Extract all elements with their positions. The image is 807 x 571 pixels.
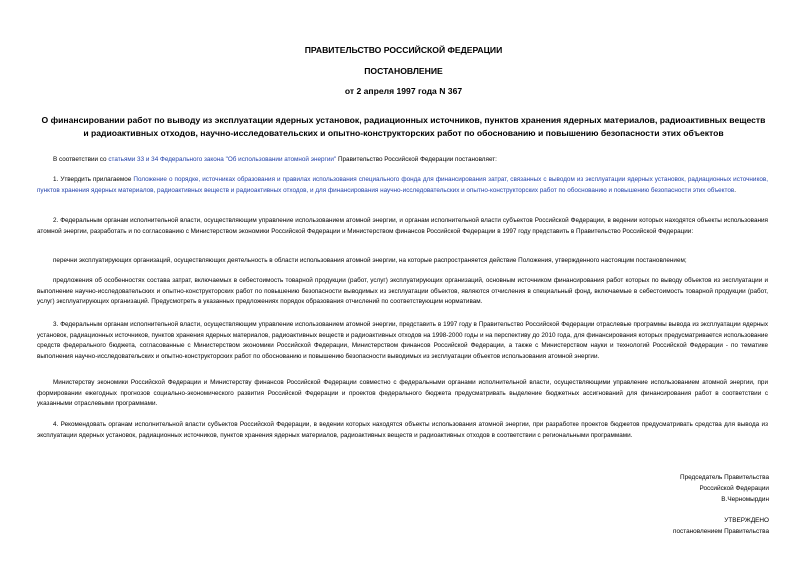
intro-text-after: Правительство Российской Федерации постановляет: bbox=[336, 156, 497, 163]
signature-position: Председатель Правительства bbox=[680, 474, 769, 481]
government-heading: ПРАВИТЕЛЬСТВО РОССИЙСКОЙ ФЕДЕРАЦИИ bbox=[304, 45, 503, 55]
intro-text-before: В соответствии со bbox=[53, 156, 109, 163]
paragraph-3: 3. Федеральным органам исполнительной власти, осуществляющим управление использованием атомной энергии, представить в 1997 году в Правительство Российской Федерации отраслевые программы вывода из эксплуатации ядерных установок, радиационных источников, пунктов хранения ядерных материалов, радиоактивных веществ и радиоактивных отходов на 1998-2000 годы и на перспективу до 2010 года, для финансирования которых предусматривается использование средств федерального бюджета, согласованные с Министерством экономики Российской Федерации, Министерством финансов Российской Федерации, а также с Министерством науки и технологий Российской Федерации - по тематике выполнения научно-исследовательских и опытно-конструкторских работ по обоснованию и повышению безопасности выводимых из эксплуатации объектов использования атомной энергии. bbox=[37, 321, 768, 360]
document-title: О финансировании работ по выводу из эксплуатации ядерных установок, радиационных источников, пунктов хранения ядерных материалов, радиоактивных веществ и радиоактивных отходов, научно-исследовательских и опытно-конструкторских работ по обоснованию и повышению безопасности этих объектов bbox=[41, 115, 766, 138]
paragraph-1 bbox=[37, 175, 768, 196]
signature-name: В.Черномырдин bbox=[721, 496, 769, 503]
approval-by: постановлением Правительства bbox=[673, 528, 769, 535]
paragraph-3-continuation: Министерству экономики Российской Федерации и Министерству финансов Российской Федерации совместно с федеральными органами исполнительной власти, осуществляющими управление использованием атомной энергии, при формировании ежегодных прогнозов социально-экономического развития Российской Федерации и проектов федерального бюджета предусматривать выделение бюджетных ассигнований для финансирования работ в соответствии с указанными отраслевыми программами. bbox=[37, 379, 768, 407]
paragraph-2: 2. Федеральным органам исполнительной власти, осуществляющим управление использованием атомной энергии, и органам исполнительной власти субъектов Российской Федерации, в ведении которых находятся объекты использования атомной энергии, разработать и по согласованию с Министерством экономики Российской Федерации и Министерством финансов Российской Федерации в 1997 году представить в Правительство Российской Федерации: bbox=[37, 217, 768, 235]
paragraph-4: 4. Рекомендовать органам исполнительной власти субъектов Российской Федерации, в ведении которых находятся объекты использования атомной энергии, при разработке проектов бюджетов предусматривать средства для вывода из эксплуатации ядерных установок, радиационных источников, пунктов хранения ядерных материалов, радиоактивных веществ и радиоактивных отходов в соответствии с региональными программами. bbox=[37, 421, 768, 439]
paragraph-1-after: . bbox=[734, 186, 737, 194]
intro-paragraph bbox=[37, 155, 768, 166]
regulation-link[interactable]: Положение о порядке, источниках образования и правилах использования специального фонда для финансирования затрат, связанных с выводом из эксплуатации ядерных установок, радиационных источников, пунктов хранения ядерных материалов, радиоактивных веществ и радиоактивных отходов, и для финансирования научно-исследовательских и опытно-конструкторских работ по обоснованию и повышению безопасности этих объектов bbox=[37, 176, 768, 194]
paragraph-2-list-item-1: перечни эксплуатирующих организаций, осуществляющих деятельность в области использования атомной энергии, на которые распространяется действие Положения, утвержденного настоящим постановлением; bbox=[53, 257, 687, 264]
paragraph-2-list-item-2: предложения об особенностях состава затрат, включаемых в себестоимость товарной продукции (работ, услуг) эксплуатирующих организаций, основным источником финансирования работ которых по выводу объектов из эксплуатации и выполнение научно-исследовательских и опытно-конструкторских работ по повышению безопасности выводимых из эксплуатации объектов, являются отчисления в специальный фонд, включаемые в себестоимость товарной продукции (работ, услуг) эксплуатирующих организаций. Предусмотреть в указанных предложениях порядок образования отчислений по соответствующим нормативам. bbox=[37, 277, 768, 305]
paragraph-1-before: 1. Утвердить прилагаемое bbox=[53, 176, 134, 183]
document-type-heading: ПОСТАНОВЛЕНИЕ bbox=[364, 66, 443, 76]
signature-country: Российской Федерации bbox=[699, 485, 769, 492]
approval-word: УТВЕРЖДЕНО bbox=[724, 517, 769, 524]
date-number-heading: от 2 апреля 1997 года N 367 bbox=[344, 86, 463, 96]
law-articles-link[interactable]: статьями 33 и 34 Федерального закона "Об использовании атомной энергии" bbox=[108, 156, 337, 163]
